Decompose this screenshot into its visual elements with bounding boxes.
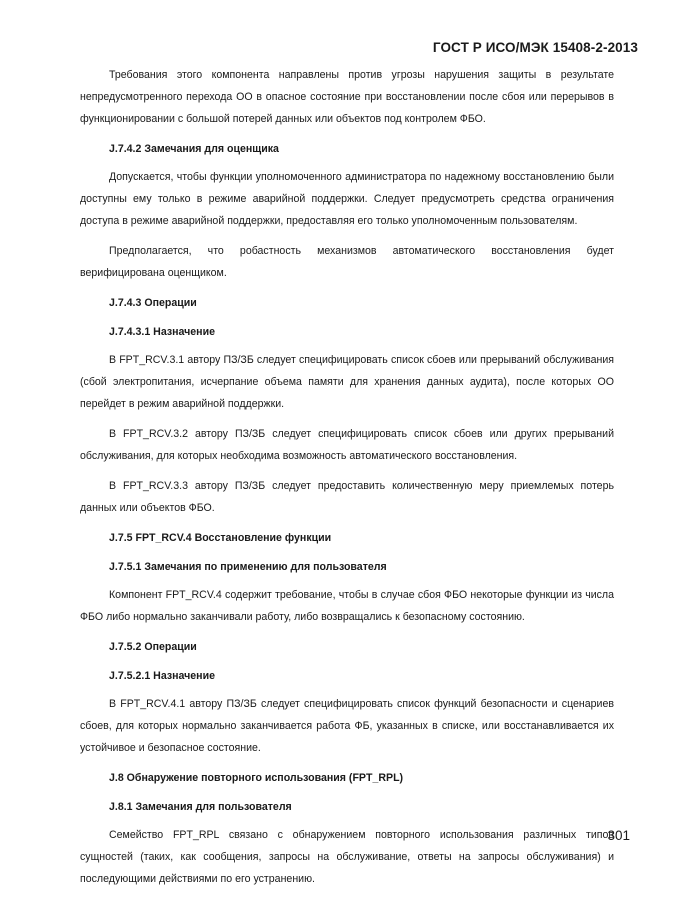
section-heading: J.8.1 Замечания для пользователя — [109, 801, 292, 813]
paragraph: В FPT_RCV.3.3 автору ПЗ/ЗБ следует предоставить количественную меру приемлемых потерь данных или объектов ФБО. — [80, 480, 614, 514]
section-heading: J.7.5.2.1 Назначение — [109, 670, 215, 682]
paragraph: Семейство FPT_RPL связано с обнаружением повторного использования различных типов сущностей (таких, как сообщения, запросы на обслуживание, ответы на запросы обслуживания) и последующими действиями по его устранению. — [80, 829, 614, 885]
section-heading: J.7.5.2 Операции — [109, 641, 197, 653]
section-heading: J.7.5.1 Замечания по применению для пользователя — [109, 561, 387, 573]
paragraph: Предполагается, что робастность механизмов автоматического восстановления будет верифицирована оценщиком. — [80, 245, 614, 279]
page-body — [80, 64, 614, 898]
section-heading: J.7.4.3 Операции — [109, 297, 197, 309]
paragraph: В FPT_RCV.3.1 автору ПЗ/ЗБ следует специфицировать список сбоев или прерываний обслуживания (сбой электропитания, исчерпание объема памяти для хранения данных аудита), после которых ОО перейдет в режим аварийной поддержки. — [80, 354, 614, 410]
section-heading: J.8 Обнаружение повторного использования (FPT_RPL) — [109, 772, 404, 784]
paragraph: В FPT_RCV.4.1 автору ПЗ/ЗБ следует специфицировать список функций безопасности и сценариев сбоев, для которых нормально заканчивается работа ФБ, указанных в списке, или восстанавливается их устойчивое и безопасное состояние. — [80, 698, 614, 754]
page-number: 301 — [607, 828, 630, 843]
standard-header: ГОСТ Р ИСО/МЭК 15408-2-2013 — [432, 40, 638, 55]
section-heading: J.7.4.3.1 Назначение — [109, 326, 215, 338]
section-heading: J.7.4.2 Замечания для оценщика — [109, 143, 279, 155]
paragraph: Допускается, чтобы функции уполномоченного администратора по надежному восстановлению были доступны ему только в режиме аварийной поддержки. Следует предусмотреть средства ограничения доступа в режиме аварийной поддержки, предоставляя его только уполномоченным пользователям. — [80, 171, 614, 227]
section-heading: J.7.5 FPT_RCV.4 Восстановление функции — [109, 532, 332, 544]
paragraph: Компонент FPT_RCV.4 содержит требование, чтобы в случае сбоя ФБО некоторые функции из числа ФБО либо нормально заканчивали работу, либо возвращались к безопасному состоянию. — [80, 589, 614, 623]
paragraph: Требования этого компонента направлены против угрозы нарушения защиты в результате непредусмотренного перехода ОО в опасное состояние при восстановлении после сбоя или перерывов в функционировании с большой потерей данных или объектов под контролем ФБО. — [80, 69, 614, 125]
paragraph: В FPT_RCV.3.2 автору ПЗ/ЗБ следует специфицировать список сбоев или других прерываний обслуживания, для которых необходима возможность автоматического восстановления. — [80, 428, 614, 462]
